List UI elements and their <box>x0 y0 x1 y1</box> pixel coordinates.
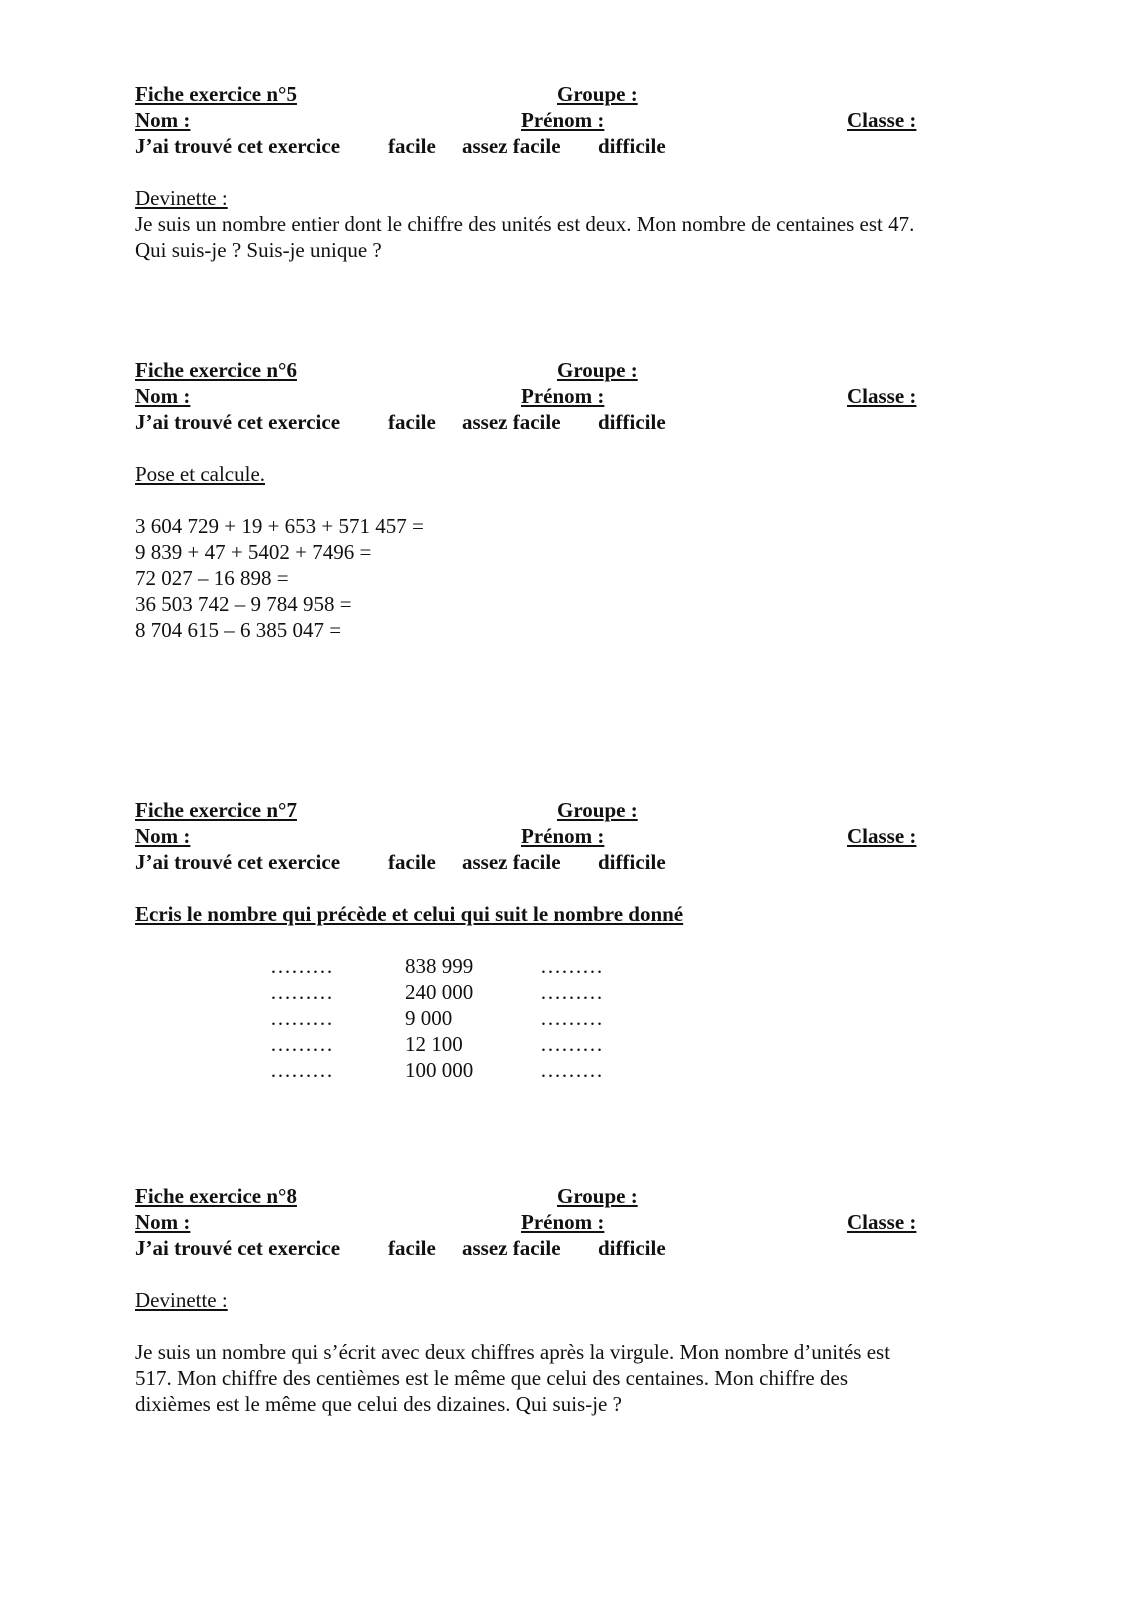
prenom-label: Prénom : <box>521 1210 605 1234</box>
difficulty-option-hard[interactable]: difficile <box>598 410 666 434</box>
sheet-header-row <box>135 797 995 823</box>
instruction: Pose et calcule. <box>135 462 266 486</box>
instruction: Devinette : <box>135 1288 228 1312</box>
sheet-header-row <box>135 357 995 383</box>
sheet-title: Fiche exercice n°5 <box>135 82 297 106</box>
sheet-title: Fiche exercice n°6 <box>135 358 297 382</box>
given-number: 9 000 <box>405 1006 453 1030</box>
group-label: Groupe : <box>557 82 638 106</box>
group-label: Groupe : <box>557 1184 638 1208</box>
sheet-header-row <box>135 81 995 107</box>
nom-label: Nom : <box>135 1210 191 1234</box>
classe-label: Classe : <box>847 384 917 408</box>
classe-label: Classe : <box>847 824 917 848</box>
difficulty-option-fairly-easy[interactable]: assez facile <box>462 410 561 434</box>
sheet-header-row <box>135 1183 995 1209</box>
number-row <box>135 1005 995 1031</box>
exercise-sheet-7 <box>135 797 995 1083</box>
number-row <box>135 979 995 1005</box>
nom-label: Nom : <box>135 108 191 132</box>
blank-before[interactable]: ……… <box>270 1058 333 1082</box>
exercise-sheet-8 <box>135 1183 995 1417</box>
sheet-title: Fiche exercice n°7 <box>135 798 297 822</box>
difficulty-option-fairly-easy[interactable]: assez facile <box>462 1236 561 1260</box>
difficulty-option-fairly-easy[interactable]: assez facile <box>462 134 561 158</box>
group-label: Groupe : <box>557 358 638 382</box>
number-row <box>135 1057 995 1083</box>
group-label: Groupe : <box>557 798 638 822</box>
difficulty-prompt: J’ai trouvé cet exercice <box>135 134 341 158</box>
nom-label: Nom : <box>135 824 191 848</box>
blank-after[interactable]: ……… <box>540 1032 603 1056</box>
blank-after[interactable]: ……… <box>540 954 603 978</box>
riddle-line: Je suis un nombre qui s’écrit avec deux chiffres après la virgule. Mon nombre d’unités est <box>135 1340 891 1364</box>
difficulty-option-hard[interactable]: difficile <box>598 134 666 158</box>
instruction: Ecris le nombre qui précède et celui qui suit le nombre donné <box>135 902 684 926</box>
difficulty-prompt: J’ai trouvé cet exercice <box>135 410 341 434</box>
exercise-sheet-5 <box>135 81 995 263</box>
difficulty-row <box>135 409 995 435</box>
difficulty-row <box>135 849 995 875</box>
classe-label: Classe : <box>847 108 917 132</box>
prenom-label: Prénom : <box>521 108 605 132</box>
calculation-line: 9 839 + 47 + 5402 + 7496 = <box>135 540 372 564</box>
classe-label: Classe : <box>847 1210 917 1234</box>
calculation-line: 8 704 615 – 6 385 047 = <box>135 618 342 642</box>
difficulty-option-easy[interactable]: facile <box>388 850 436 874</box>
exercise-sheet-6 <box>135 357 995 643</box>
difficulty-row <box>135 133 995 159</box>
identity-row <box>135 383 995 409</box>
given-number: 12 100 <box>405 1032 463 1056</box>
number-row <box>135 1031 995 1057</box>
blank-before[interactable]: ……… <box>270 1032 333 1056</box>
riddle-line: dixièmes est le même que celui des dizaines. Qui suis-je ? <box>135 1392 622 1416</box>
given-number: 838 999 <box>405 954 474 978</box>
calculation-line: 36 503 742 – 9 784 958 = <box>135 592 352 616</box>
difficulty-option-easy[interactable]: facile <box>388 1236 436 1260</box>
difficulty-option-easy[interactable]: facile <box>388 134 436 158</box>
difficulty-option-fairly-easy[interactable]: assez facile <box>462 850 561 874</box>
riddle-line: Je suis un nombre entier dont le chiffre des unités est deux. Mon nombre de centaines est 47. <box>135 212 915 236</box>
sheet-title: Fiche exercice n°8 <box>135 1184 297 1208</box>
difficulty-prompt: J’ai trouvé cet exercice <box>135 1236 341 1260</box>
blank-after[interactable]: ……… <box>540 980 603 1004</box>
instruction: Devinette : <box>135 186 228 210</box>
number-row <box>135 953 995 979</box>
calculation-line: 72 027 – 16 898 = <box>135 566 289 590</box>
blank-before[interactable]: ……… <box>270 980 333 1004</box>
riddle-line: Qui suis-je ? Suis-je unique ? <box>135 238 382 262</box>
prenom-label: Prénom : <box>521 824 605 848</box>
identity-row <box>135 107 995 133</box>
blank-before[interactable]: ……… <box>270 954 333 978</box>
identity-row <box>135 1209 995 1235</box>
blank-after[interactable]: ……… <box>540 1058 603 1082</box>
prenom-label: Prénom : <box>521 384 605 408</box>
difficulty-option-hard[interactable]: difficile <box>598 850 666 874</box>
given-number: 100 000 <box>405 1058 474 1082</box>
difficulty-option-hard[interactable]: difficile <box>598 1236 666 1260</box>
difficulty-prompt: J’ai trouvé cet exercice <box>135 850 341 874</box>
given-number: 240 000 <box>405 980 474 1004</box>
calculation-line: 3 604 729 + 19 + 653 + 571 457 = <box>135 514 424 538</box>
blank-after[interactable]: ……… <box>540 1006 603 1030</box>
nom-label: Nom : <box>135 384 191 408</box>
blank-before[interactable]: ……… <box>270 1006 333 1030</box>
riddle-line: 517. Mon chiffre des centièmes est le même que celui des centaines. Mon chiffre des <box>135 1366 848 1390</box>
difficulty-row <box>135 1235 995 1261</box>
difficulty-option-easy[interactable]: facile <box>388 410 436 434</box>
identity-row <box>135 823 995 849</box>
